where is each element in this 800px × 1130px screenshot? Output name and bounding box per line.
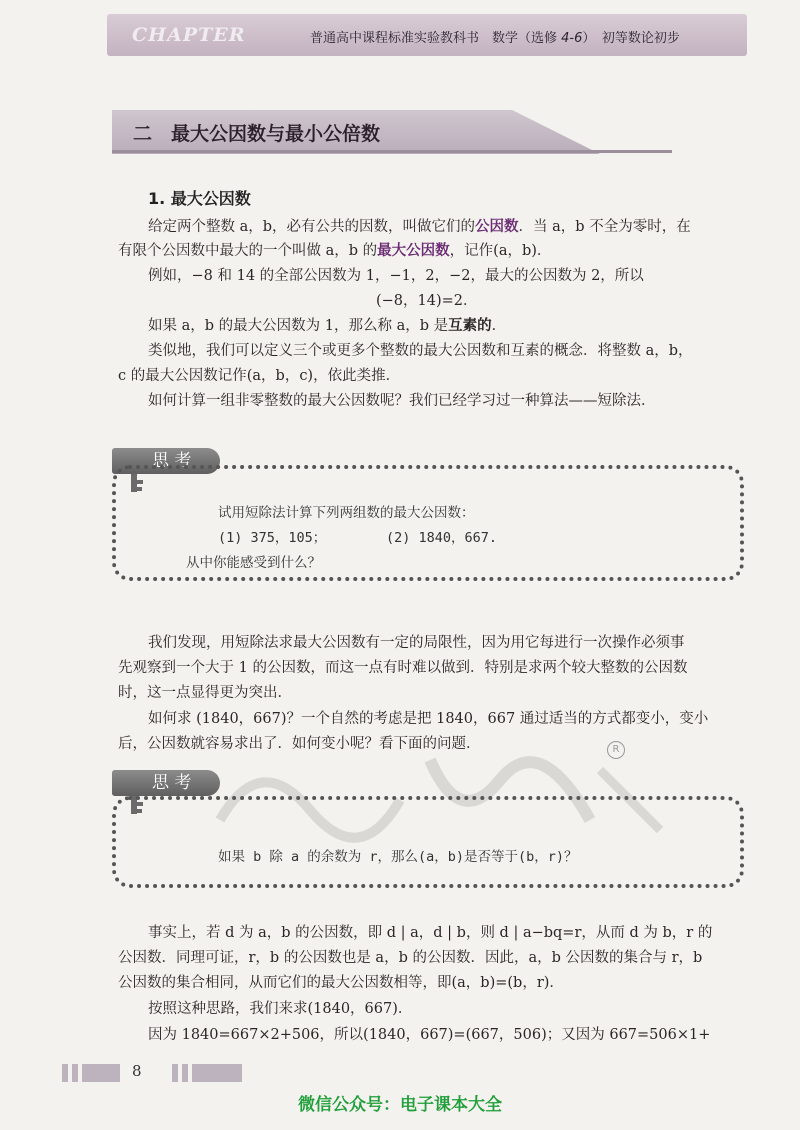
para-line-5: 如果 a，b 的最大公因数为 1，那么称 a，b 是互素的． <box>148 317 507 334</box>
think-label-2: 思 考 <box>112 770 220 796</box>
page-number: 8 <box>132 1062 142 1080</box>
para2-line-1: 我们发现，用短除法求最大公因数有一定的局限性，因为用它每进行一次操作必须事 <box>148 635 685 651</box>
footer-bar-b <box>72 1064 78 1082</box>
footer-bar-e <box>182 1064 188 1082</box>
registered-mark: R <box>607 741 625 759</box>
book-title-b: 4-6 <box>561 31 583 46</box>
para-line-4: (−8，14)=2． <box>376 293 478 309</box>
sub-title: 1. 最大公因数 <box>148 189 251 208</box>
book-title <box>310 27 680 46</box>
para3-line-1: 事实上，若 d 为 a，b 的公因数，即 d | a，d | b，则 d | a−bq=r，从而 d 为 b，r 的 <box>148 925 713 941</box>
para3-line-5: 因为 1840=667×2+506，所以(1840，667)=(667，506)；又因为 667=506×1+ <box>148 1027 711 1043</box>
term-coprime: 互素的 <box>448 317 492 334</box>
book-title-a: 普通高中课程标准实验教科书 数学（选修 <box>310 31 562 46</box>
para2-line-5: 后，公因数就容易求出了．如何变小呢？看下面的问题． <box>118 736 481 752</box>
section-title: 二 最大公因数与最小公倍数 <box>133 123 381 145</box>
think-label-1: 思 考 <box>112 448 220 474</box>
para3-line-3: 公因数的集合相同，从而它们的最大公因数相等，即(a，b)=(b，r)． <box>118 975 564 991</box>
think1-line-2a: (1) 375，105； <box>218 530 327 546</box>
para-line-2: 有限个公因数中最大的一个叫做 a，b 的最大公因数，记作(a，b)． <box>118 242 552 259</box>
think1-line-2b: (2) 1840，667. <box>386 530 498 546</box>
para3-line-2: 公因数．同理可证，r，b 的公因数也是 a，b 的公因数．因此，a，b 公因数的集合与 r，b <box>118 950 703 966</box>
para-line-3: 例如，−8 和 14 的全部公因数为 1，−1，2，−2，最大的公因数为 2，所以 <box>148 268 644 284</box>
para-line-1: 给定两个整数 a，b，必有公共的因数，叫做它们的公因数．当 a，b 不全为零时，在 <box>148 218 691 235</box>
book-title-c: ） 初等数论初步 <box>582 31 680 46</box>
think1-line-3: 从中你能感受到什么？ <box>186 555 321 571</box>
para2-line-3: 时，这一点显得更为突出． <box>118 685 292 701</box>
para3-line-4: 按照这种思路，我们来求(1840，667)． <box>148 1001 413 1017</box>
footer-bar-d <box>172 1064 178 1082</box>
section-underline <box>112 150 672 153</box>
footer-bar-f <box>192 1064 242 1082</box>
para2-line-2: 先观察到一个大于 1 的公因数，而这一点有时难以做到．特别是求两个较大整数的公因数 <box>118 660 688 676</box>
para-line-7: c 的最大公因数记作(a，b，c)，依此类推． <box>118 368 401 384</box>
think2-line-1: 如果 b 除 a 的余数为 r，那么(a，b)是否等于(b，r)？ <box>218 849 578 865</box>
chapter-label: CHAPTER <box>132 24 246 46</box>
term-common-factor: 公因数 <box>475 218 519 235</box>
para-line-8: 如何计算一组非零整数的最大公因数呢？我们已经学习过一种算法——短除法． <box>148 393 656 409</box>
para2-line-4: 如何求 (1840，667)？一个自然的考虑是把 1840，667 通过适当的方式都变小，变小 <box>148 711 709 727</box>
footer-bar-a <box>62 1064 68 1082</box>
think-box-2 <box>112 796 744 888</box>
para-line-6: 类似地，我们可以定义三个或更多个整数的最大公因数和互素的概念．将整数 a，b， <box>148 343 693 359</box>
footer-bar-c <box>82 1064 120 1082</box>
think1-line-1: 试用短除法计算下列两组数的最大公因数： <box>218 505 475 521</box>
wechat-account: 微信公众号：电子课本大全 <box>298 1095 502 1115</box>
term-gcd: 最大公因数 <box>377 242 450 259</box>
